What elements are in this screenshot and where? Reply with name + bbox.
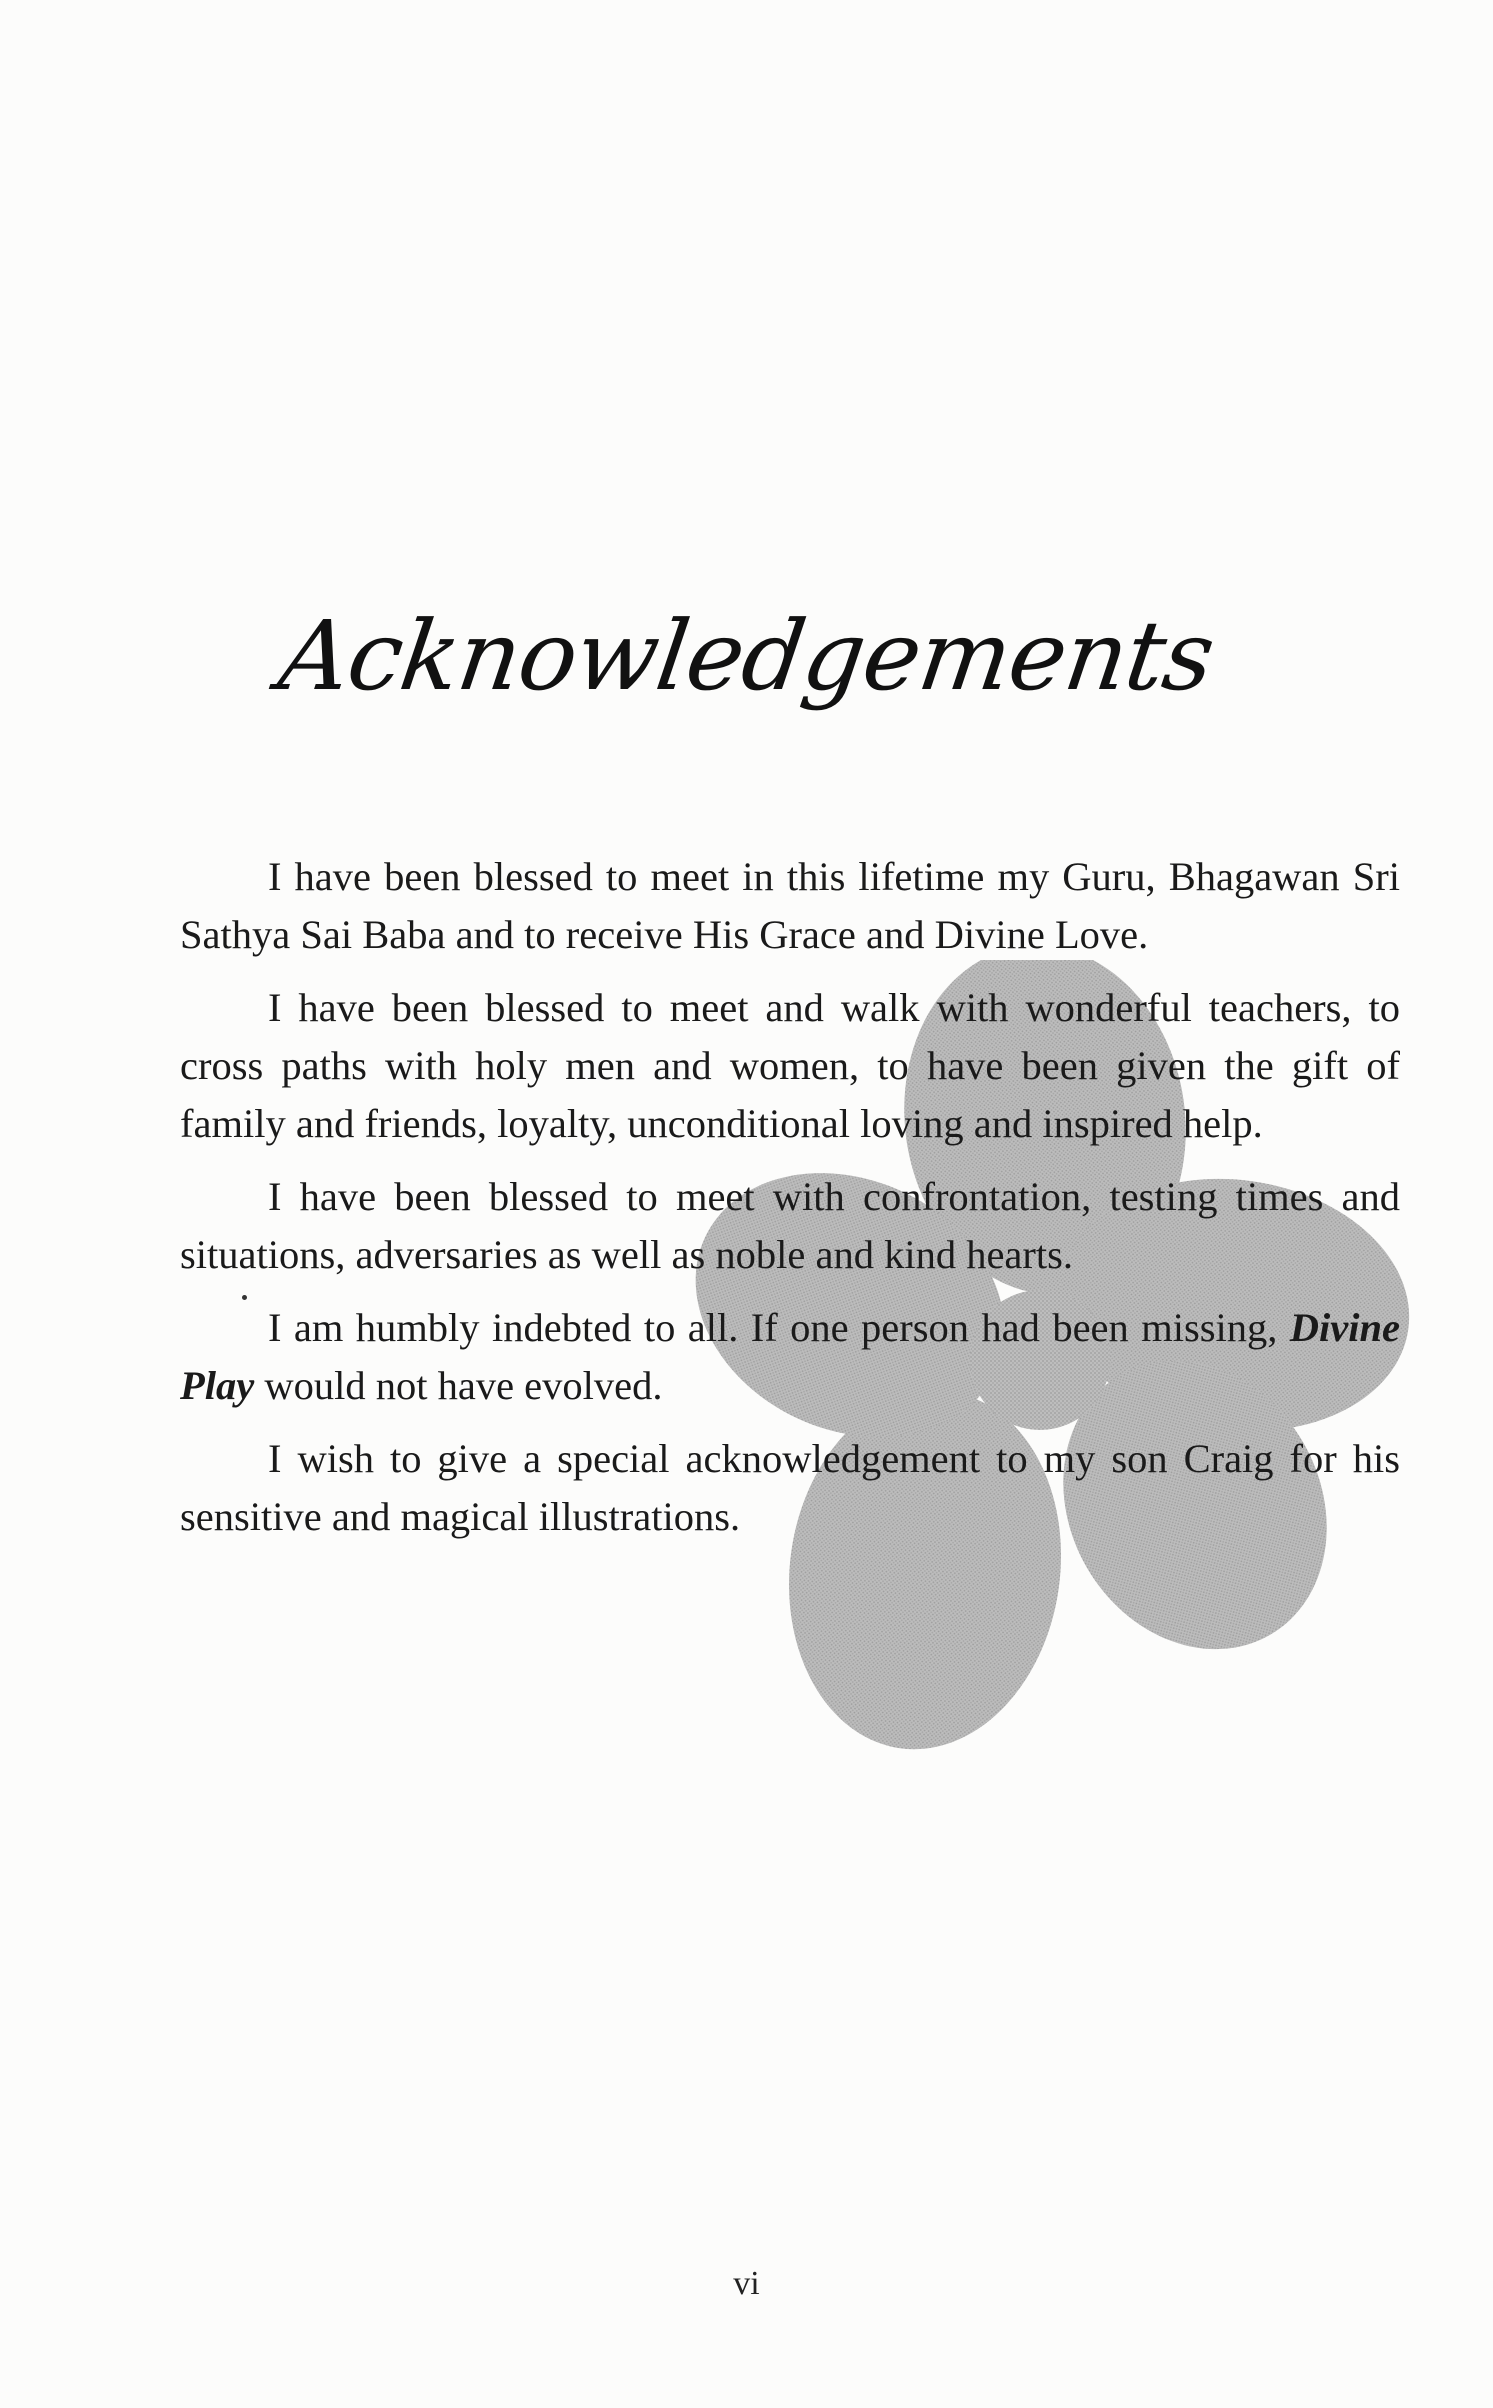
paragraph-4-start: I am humbly indebted to all. If one person had been missing, bbox=[268, 1305, 1290, 1350]
paragraph-5: I wish to give a special acknowledgement to my son Craig for his sensitive and magical illustrations. bbox=[180, 1436, 1400, 1539]
scan-speck bbox=[242, 1295, 247, 1300]
book-title-emphasis: Divine Play bbox=[180, 1305, 1400, 1408]
page-title: Acknowledgements bbox=[272, 600, 1221, 712]
paragraph-1: I have been blessed to meet in this lifetime my Guru, Bhagawan Sri Sathya Sai Baba and to receive His Grace and Divine Love. bbox=[180, 854, 1400, 957]
paragraph-3: I have been blessed to meet with confrontation, testing times and situations, adversaries as well as noble and kind hearts. bbox=[180, 1174, 1400, 1277]
paragraph-4 bbox=[180, 1299, 1400, 1415]
page-number: vi bbox=[733, 2265, 760, 2302]
paragraph-2: I have been blessed to meet and walk with wonderful teachers, to cross paths with holy men and women, to have been given the gift of family and friends, loyalty, unconditional loving and inspired help. bbox=[180, 985, 1400, 1146]
paragraph-4-end: would not have evolved. bbox=[254, 1363, 663, 1408]
acknowledgements-body bbox=[180, 848, 1400, 1561]
